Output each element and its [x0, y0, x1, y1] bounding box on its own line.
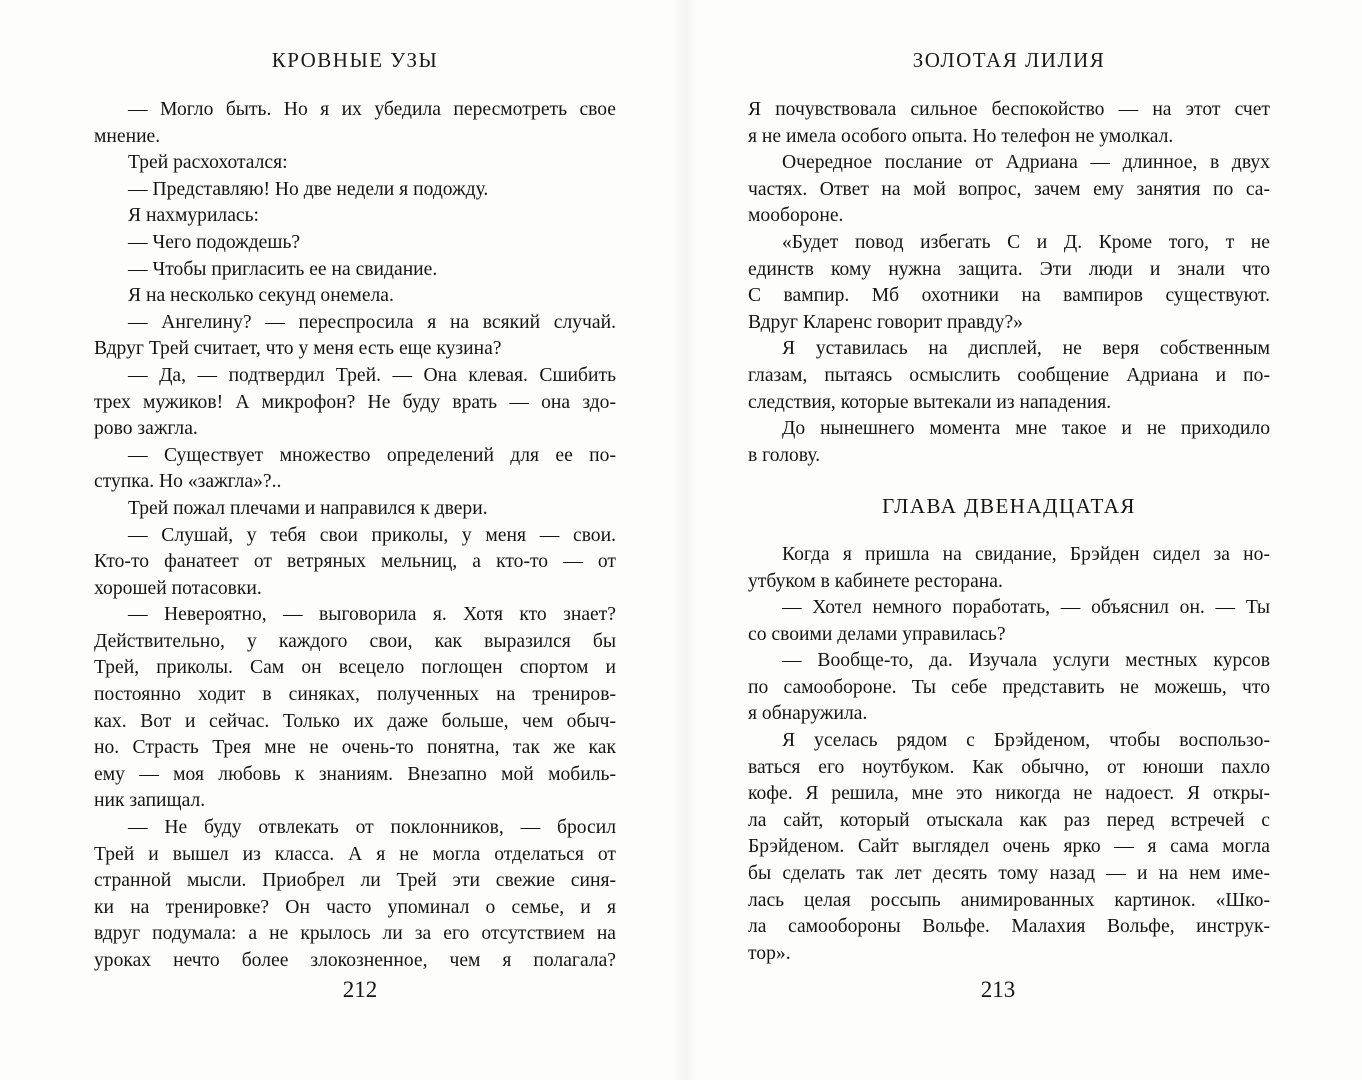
text-line: единств кому нужна защита. Эти люди и знали что: [748, 258, 1270, 280]
text-line: следствия, которые вытекали из нападения.: [748, 391, 1112, 413]
text-line: утбуком в кабинете ресторана.: [748, 570, 1003, 592]
text-line: тор».: [748, 942, 791, 964]
text-line: я обнаружила.: [748, 703, 868, 725]
text-line: — Представляю! Но две недели я подожду.: [128, 178, 489, 200]
left-running-head: КРОВНЫЕ УЗЫ: [271, 48, 439, 72]
text-line: ваться его ноутбуком. Как обычно, от юноши пахло: [748, 756, 1270, 778]
text-line: Трей и вышел из класса. А я не могла отделаться от: [94, 843, 616, 865]
text-line: Вдруг Кларенс говорит правду?»: [748, 311, 1023, 333]
right-page-number: 213: [980, 977, 1016, 1002]
text-line: — Да, — подтвердил Трей. — Она клевая. Сшибить: [128, 364, 616, 386]
text-line: Действительно, у каждого свои, как выразился бы: [94, 630, 616, 652]
right-page: [690, 0, 1362, 1080]
text-line: Я уставилась на дисплей, не веря собственным: [782, 338, 1270, 360]
text-line: Я уселась рядом с Брэйденом, чтобы воспользо-: [782, 730, 1270, 752]
text-line: хорошей потасовки.: [94, 577, 262, 599]
text-line: — Хотел немного поработать, — объяснил он. — Ты: [782, 597, 1270, 619]
text-line: трех мужиков! А микрофон? Не буду врать — она здо-: [94, 391, 616, 413]
text-line: я не имела особого опыта. Но телефон не умолкал.: [748, 125, 1174, 147]
text-line: Вдруг Трей считает, что у меня есть еще кузина?: [94, 338, 502, 360]
text-line: мообороне.: [748, 205, 844, 227]
right-running-head: ЗОЛОТАЯ ЛИЛИЯ: [912, 48, 1106, 72]
text-line: рово зажгла.: [94, 418, 198, 440]
text-line: — Не буду отвлекать от поклонников, — бросил: [128, 817, 616, 839]
text-line: Очередное послание от Адриана — длинное, в двух: [782, 152, 1270, 174]
text-line: С вампир. Мб охотники на вампиров существуют.: [748, 285, 1270, 307]
text-line: — Ангелину? — переспросила я на всякий случай.: [128, 311, 616, 333]
text-line: странной мысли. Приобрел ли Трей эти свежие синя-: [94, 870, 616, 892]
text-line: со своими делами управилась?: [748, 623, 1006, 645]
text-line: но. Страсть Трея мне не очень-то понятна, так же как: [94, 737, 616, 759]
text-line: — Невероятно, — выговорила я. Хотя кто знает?: [128, 604, 616, 626]
text-line: лась целая россыпь анимированных картинок. «Шко-: [748, 889, 1270, 911]
text-line: ках. Вот и сейчас. Только их даже больше, чем обыч-: [94, 710, 616, 732]
text-line: Трей расхохотался:: [128, 152, 288, 174]
text-line: уроках нечто более злокозненное, чем я полагала?: [94, 950, 616, 971]
text-line: ла сайт, который отыскала как раз перед встречей с: [748, 809, 1270, 831]
text-line: «Будет повод избегать С и Д. Кроме того, т не: [782, 231, 1270, 253]
text-line: — Чтобы пригласить ее на свидание.: [128, 258, 438, 280]
text-line: Когда я пришла на свидание, Брэйден сидел за но-: [782, 543, 1270, 565]
chapter-spacer: [748, 469, 1270, 493]
text-line: постоянно ходит в синяках, полученных на трениров-: [94, 684, 616, 706]
text-line: ник запищал.: [94, 790, 206, 812]
text-line: — Существует множество определений для ее по-: [128, 444, 616, 466]
text-line: — Слушай, у тебя свои приколы, у меня — свои.: [128, 524, 616, 546]
text-line: вдруг подумала: а не крылось ли за его отсутствием на: [94, 923, 616, 945]
text-line: кофе. Я решила, мне это никогда не надоест. Я откры-: [748, 783, 1270, 805]
text-line: — Могло быть. Но я их убедила пересмотреть свое: [128, 99, 616, 120]
text-line: бы сделать так лет десять тому назад — и на нем име-: [748, 863, 1270, 885]
text-line: До нынешнего момента мне такое и не приходило: [782, 418, 1270, 440]
text-line: Трей пожал плечами и направился к двери.: [128, 497, 488, 519]
text-line: в голову.: [748, 444, 821, 466]
text-line: — Вообще-то, да. Изучала услуги местных курсов: [782, 650, 1270, 672]
text-line: частях. Ответ на мой вопрос, зачем ему занятия по са-: [748, 178, 1270, 200]
text-line: Я почувствовала сильное беспокойство — на этот счет: [748, 99, 1270, 120]
text-line: ки на тренировке? Он часто упоминал о семье, и я: [94, 896, 616, 918]
text-line: ему — моя любовь к знаниям. Внезапно мой мобиль-: [94, 763, 616, 785]
text-line: Трей, приколы. Сам он всецело поглощен спортом и: [94, 657, 616, 679]
text-line: Кто-то фанатеет от ветряных мельниц, а кто-то — от: [94, 551, 616, 573]
text-line: мнение.: [94, 125, 161, 147]
text-line: Брэйденом. Сайт выглядел очень ярко — я сама могла: [748, 836, 1270, 858]
text-line: ла самообороны Вольфе. Малахия Вольфе, инструк-: [748, 916, 1270, 938]
text-line: Я на несколько секунд онемела.: [128, 285, 394, 307]
left-page-number: 212: [342, 977, 378, 1002]
text-line: по самообороне. Ты себе представить не можешь, что: [748, 676, 1270, 698]
text-line: — Чего подождешь?: [128, 231, 301, 253]
left-page: [0, 0, 680, 1080]
text-line: глазам, пытаясь осмыслить сообщение Адриана и по-: [748, 364, 1270, 386]
left-body-text: [94, 97, 616, 975]
text-line: Я нахмурилась:: [128, 205, 259, 227]
chapter-title: ГЛАВА ДВЕНАДЦАТАЯ: [882, 494, 1136, 519]
right-body-text: [748, 97, 1270, 967]
text-line: ступка. Но «зажгла»?..: [94, 471, 282, 493]
